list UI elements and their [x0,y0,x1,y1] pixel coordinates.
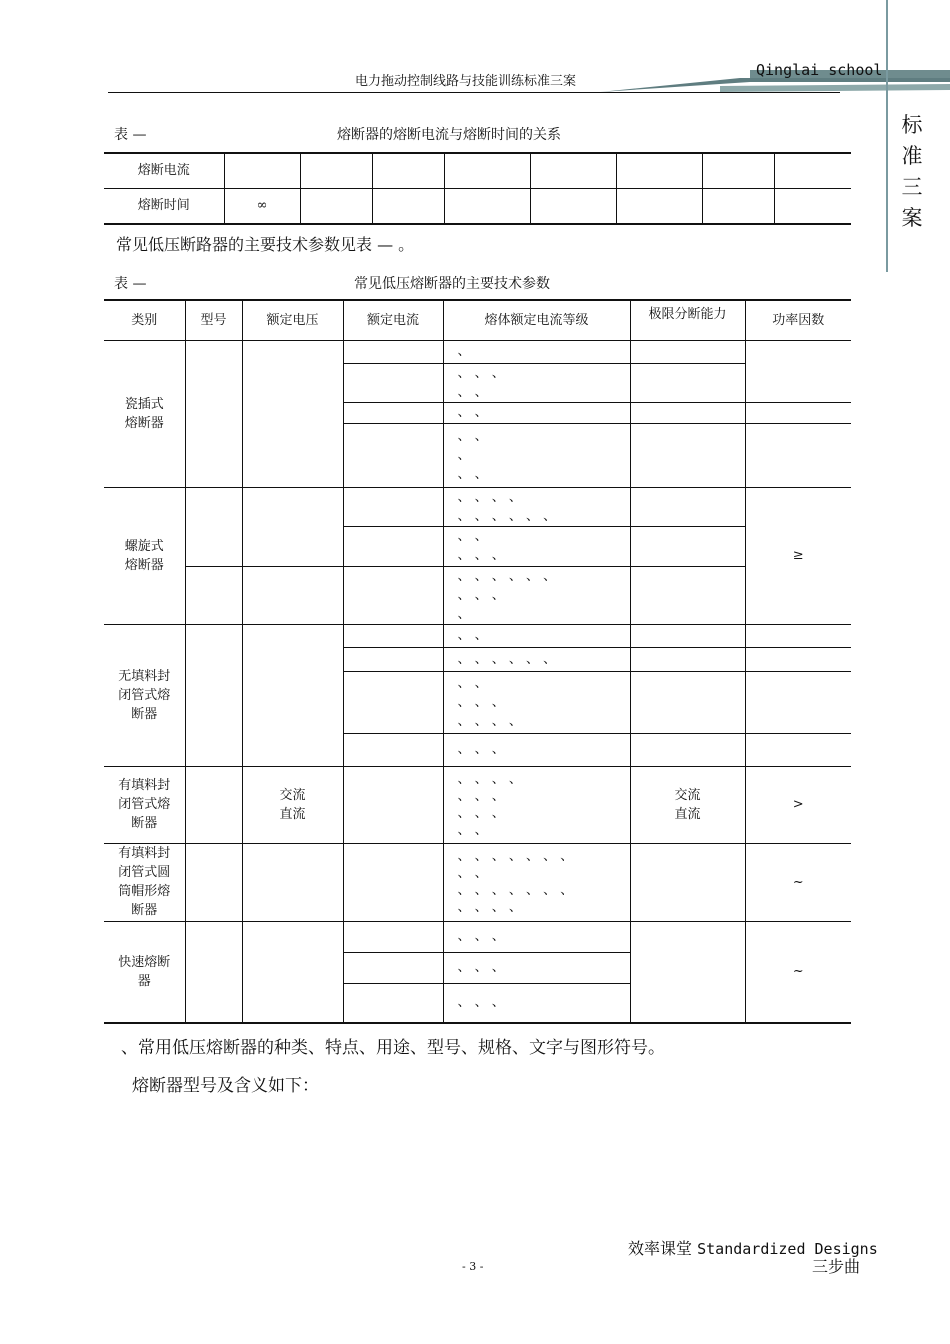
table-cell [224,153,300,188]
levels-cell: 、 、 、 [443,983,630,1023]
table2-label: 表 — [114,276,147,292]
table-cell [300,188,372,224]
table-cell [616,153,702,188]
table-cell [745,671,851,733]
power-factor-cell: > [745,766,851,843]
column-header: 额定电流 [343,300,443,340]
table-cell [343,487,443,526]
breaking-capacity-cell: 交流 直流 [630,766,745,843]
table-cell [444,153,530,188]
table-cell [343,766,443,843]
category-cell: 螺旋式 熔断器 [104,487,185,624]
table-cell [343,647,443,671]
table-cell [185,487,242,566]
table-cell [185,766,242,843]
table-cell [242,487,343,566]
table-cell [372,153,444,188]
table-cell [745,733,851,766]
table-cell [300,153,372,188]
table-cell [242,921,343,1023]
levels-cell: 、 、 [443,624,630,647]
levels-cell: 、 、 [443,402,630,423]
table-cell [343,671,443,733]
table-row [104,921,851,952]
table-cell [630,526,745,566]
table-cell [343,566,443,624]
table-cell [630,671,745,733]
school-name: Qinglai school [756,61,883,79]
table-row [104,153,851,188]
category-cell: 有填料封 闭管式圆 筒帽形熔 断器 [104,843,185,921]
column-header: 极限分断能力 [630,300,745,340]
table-row [104,766,851,843]
row-header: 熔断时间 [104,188,224,224]
side-rule [886,0,888,272]
table-cell [630,566,745,624]
side-char: 标 [901,113,923,137]
footer-brand-en: Standardized Designs [697,1240,878,1258]
column-header: 类别 [104,300,185,340]
levels-cell: 、 、 、 、 、 、 、 、 、 、 [443,566,630,624]
table-cell: ∞ [224,188,300,224]
table-cell [343,340,443,363]
levels-cell: 、 、 、 [443,952,630,983]
table-cell [745,402,851,423]
table-cell [702,188,774,224]
table-cell [630,487,745,526]
paragraph: 熔断器型号及含义如下： [132,1076,319,1096]
power-factor-cell: ~ [745,921,851,1023]
table-cell [343,526,443,566]
table-cell [343,363,443,402]
side-char: 准 [901,144,923,168]
table-cell [630,733,745,766]
levels-cell: 、 、 、 [443,921,630,952]
column-header: 型号 [185,300,242,340]
table-cell [774,153,851,188]
table-cell [745,647,851,671]
table-row [104,487,851,526]
levels-cell: 、 [443,340,630,363]
side-char: 案 [901,206,923,230]
table-cell [372,188,444,224]
table-cell [530,188,616,224]
column-header: 熔体额定电流等级 [443,300,630,340]
levels-cell: 、 、 、 [443,733,630,766]
table-cell [530,153,616,188]
levels-cell: 、 、 、 、 、 、 、 、 、 、 [443,487,630,526]
table-cell [630,843,745,921]
levels-cell: 、 、 、 、 、 、 [443,647,630,671]
table1-label: 表 — [114,127,147,143]
levels-cell: 、 、 、 、 、 、 、 、 、 、 、 、 、 、 、 、 、 、 、 、 [443,843,630,921]
side-vertical-title [898,110,926,234]
table-cell [343,423,443,487]
header-title: 电力拖动控制线路与技能训练标准三案 [355,74,577,89]
table-cell [774,188,851,224]
row-header: 熔断电流 [104,153,224,188]
table-cell [343,843,443,921]
table-cell [242,843,343,921]
table-row [104,843,851,921]
column-header: 功率因数 [745,300,851,340]
table-cell [702,153,774,188]
paragraph: 、常用低压熔断器的种类、特点、用途、型号、规格、文字与图形符号。 [121,1038,665,1058]
side-char: 三 [901,175,923,199]
levels-cell: 、 、 、 、 、 [443,363,630,402]
footer-brand-cn: 效率课堂 [628,1239,693,1258]
table-cell [745,423,851,487]
table1-caption: 熔断器的熔断电流与熔断时间的关系 [337,127,561,143]
footer-subtitle: 三步曲 [812,1257,861,1276]
category-cell: 无填料封 闭管式熔 断器 [104,624,185,766]
table-cell [185,921,242,1023]
power-factor-cell: ≥ [745,487,851,624]
paragraph: 常见低压断路器的主要技术参数见表 — 。 [116,235,415,254]
table-cell [343,402,443,423]
table-cell [630,363,745,402]
category-cell: 有填料封 闭管式熔 断器 [104,766,185,843]
table-cell [630,921,745,1023]
table-cell [630,624,745,647]
table-cell [185,566,242,624]
table-cell [444,188,530,224]
category-cell: 快速熔断 器 [104,921,185,1023]
table-cell [242,566,343,624]
table-cell [343,983,443,1023]
table-cell [343,624,443,647]
category-cell: 瓷插式 熔断器 [104,340,185,487]
table-cell [630,647,745,671]
table-cell [185,340,242,487]
fuse-time-table [104,152,851,225]
table-row [104,188,851,224]
table-cell [630,423,745,487]
table-cell [242,340,343,487]
table2-caption: 常见低压熔断器的主要技术参数 [354,276,550,292]
levels-cell: 、 、 、 、 、 [443,526,630,566]
table-cell [185,624,242,766]
table-cell [242,624,343,766]
table-cell [343,733,443,766]
column-header: 额定电压 [242,300,343,340]
levels-cell: 、 、 、 、 、 、 、 、 、 [443,671,630,733]
table-cell [343,952,443,983]
table-row [104,624,851,647]
table-cell [630,340,745,363]
page-number: - 3 - [462,1260,484,1273]
levels-cell: 、 、 、 、 、 、 、 、 、 、 、 、 [443,766,630,843]
table-row [104,340,851,363]
power-factor-cell: ~ [745,843,851,921]
table-cell [745,340,851,402]
table-cell [745,624,851,647]
levels-cell: 、 、 、 、 、 [443,423,630,487]
table-row [104,566,851,624]
table-cell [616,188,702,224]
voltage-cell: 交流 直流 [242,766,343,843]
table-cell [185,843,242,921]
table-cell [630,402,745,423]
table-cell [343,921,443,952]
header-row [104,300,851,340]
fuse-parameters-table [104,299,851,1024]
